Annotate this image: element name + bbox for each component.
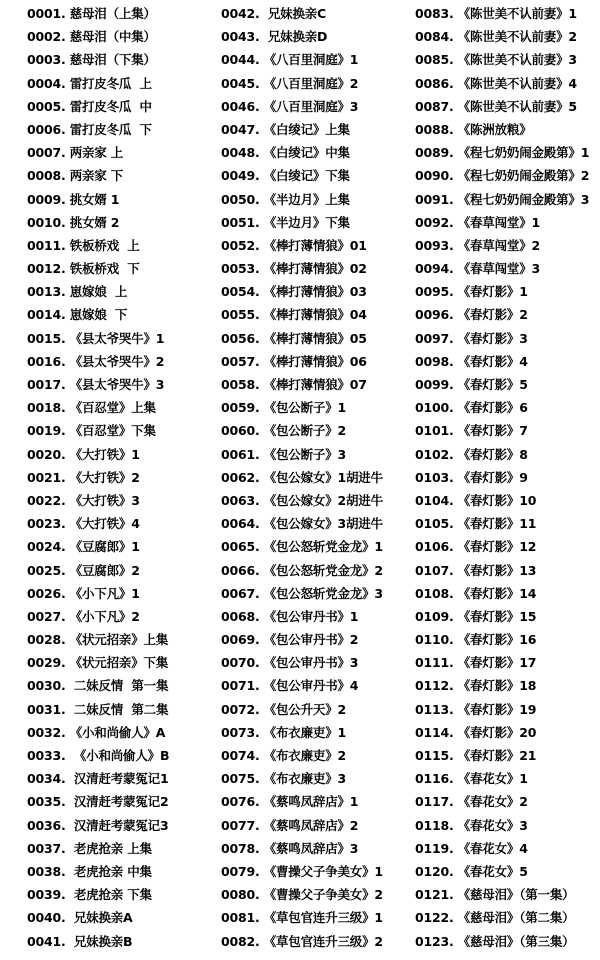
list-item: 0047. 《白绫记》上集 <box>221 121 350 137</box>
list-item: 0066. 《包公怒斩党金龙》2 <box>221 562 383 578</box>
list-item: 0118. 《春花女》3 <box>415 817 528 833</box>
list-item: 0018. 《百忍堂》上集 <box>27 400 156 416</box>
list-item: 0015. 《县太爷哭牛》1 <box>27 330 165 346</box>
list-item: 0099. 《春灯影》5 <box>415 377 528 392</box>
list-item: 0052. 《棒打薄情狼》01 <box>221 237 367 253</box>
list-item: 0058. 《棒打薄情狼》07 <box>221 377 367 392</box>
list-item: 0107. 《春灯影》13 <box>415 562 537 578</box>
list-item: 0086. 《陈世美不认前妻》4 <box>415 75 577 91</box>
list-item: 0036. 汉清赶考蒙冤记3 <box>27 817 169 833</box>
list-item: 0019. 《百忍堂》下集 <box>27 423 156 439</box>
list-item: 0059. 《包公断子》1 <box>221 400 346 416</box>
list-item: 0050. 《半边月》上集 <box>221 191 350 207</box>
list-item: 0004. 雷打皮冬瓜 上 <box>27 75 152 91</box>
list-item: 0062. 《包公嫁女》1胡进牛 <box>221 469 383 485</box>
list-item: 0117. 《春花女》2 <box>415 794 528 810</box>
list-item: 0074. 《布衣廉吏》2 <box>221 748 346 763</box>
list-item: 0031. 二妹反情 第二集 <box>27 701 169 717</box>
list-item: 0091. 《程七奶奶闹金殿第》3 <box>415 191 590 207</box>
list-item: 0067. 《包公怒斩党金龙》3 <box>221 585 383 601</box>
list-item: 0108. 《春灯影》14 <box>415 585 537 601</box>
list-item: 0030. 二妹反情 第一集 <box>27 678 169 694</box>
list-item: 0081. 《草包官连升三级》1 <box>221 910 383 926</box>
list-item: 0075. 《布衣廉吏》3 <box>221 771 346 787</box>
list-item: 0022. 《大打铁》3 <box>27 492 140 508</box>
list-item: 0094. 《春草闯堂》3 <box>415 261 540 277</box>
list-item: 0008. 两亲家 下 <box>27 168 124 184</box>
list-item: 0096. 《春灯影》2 <box>415 307 528 323</box>
list-item: 0045. 《八百里洞庭》2 <box>221 75 359 91</box>
list-item: 0115. 《春灯影》21 <box>415 748 537 763</box>
list-item: 0116. 《春花女》1 <box>415 771 528 787</box>
list-item: 0071. 《包公审丹书》4 <box>221 678 359 694</box>
list-item: 0069. 《包公审丹书》2 <box>221 632 359 648</box>
list-item: 0076. 《蔡鸣凤辞店》1 <box>221 794 359 810</box>
list-item: 0057. 《棒打薄情狼》06 <box>221 353 367 369</box>
list-item: 0123. 《慈母泪》（第三集） <box>415 933 575 949</box>
list-item: 0039. 老虎抢亲 下集 <box>27 887 152 903</box>
list-item: 0043. 兄妹换亲D <box>221 29 328 45</box>
list-item: 0110. 《春灯影》16 <box>415 632 537 648</box>
list-item: 0073. 《布衣廉吏》1 <box>221 724 346 740</box>
list-item: 0023. 《大打铁》4 <box>27 516 140 532</box>
list-item: 0077. 《蔡鸣凤辞店》2 <box>221 817 359 833</box>
list-item: 0006. 雷打皮冬瓜 下 <box>27 121 152 137</box>
list-item: 0029. 《状元招亲》下集 <box>27 655 169 671</box>
list-item: 0103. 《春灯影》9 <box>415 469 528 485</box>
list-item: 0002. 慈母泪（中集） <box>27 29 156 45</box>
list-item: 0033. 《小和尚偷人》B <box>27 748 170 763</box>
list-item: 0106. 《春灯影》12 <box>415 539 537 555</box>
list-item: 0065. 《包公怒斩党金龙》1 <box>221 539 383 555</box>
list-item: 0120. 《春花女》5 <box>415 863 528 879</box>
list-item: 0080. 《曹操父子争美女》2 <box>221 887 383 903</box>
list-item: 0040. 兄妹换亲A <box>27 910 133 926</box>
list-item: 0037. 老虎抢亲 上集 <box>27 840 152 856</box>
list-item: 0079. 《曹操父子争美女》1 <box>221 863 383 879</box>
list-item: 0032. 《小和尚偷人》A <box>27 724 166 740</box>
episode-column-2 <box>221 2 411 953</box>
list-item: 0041. 兄妹换亲B <box>27 933 133 949</box>
list-item: 0017. 《县太爷哭牛》3 <box>27 377 165 392</box>
list-item: 0097. 《春灯影》3 <box>415 330 528 346</box>
list-item: 0024. 《豆腐郎》1 <box>27 539 140 555</box>
episode-column-1 <box>27 2 217 953</box>
list-item: 0051. 《半边月》下集 <box>221 214 350 230</box>
list-item: 0053. 《棒打薄情狼》02 <box>221 261 367 277</box>
list-item: 0089. 《程七奶奶闹金殿第》1 <box>415 145 590 161</box>
list-item: 0112. 《春灯影》18 <box>415 678 537 694</box>
list-item: 0007. 两亲家 上 <box>27 145 124 161</box>
list-item: 0082. 《草包官连升三级》2 <box>221 933 383 949</box>
list-item: 0010. 挑女婿 2 <box>27 214 120 230</box>
list-item: 0048. 《白绫记》中集 <box>221 145 350 161</box>
list-item: 0020. 《大打铁》1 <box>27 446 140 462</box>
list-item: 0122. 《慈母泪》（第二集） <box>415 910 575 926</box>
list-item: 0046. 《八百里洞庭》3 <box>221 98 359 114</box>
list-item: 0114. 《春灯影》20 <box>415 724 537 740</box>
list-item: 0026. 《小下凡》1 <box>27 585 140 601</box>
list-item: 0102. 《春灯影》8 <box>415 446 528 462</box>
list-item: 0090. 《程七奶奶闹金殿第》2 <box>415 168 590 184</box>
list-item: 0013. 崽嫁娘 上 <box>27 284 128 300</box>
list-item: 0034. 汉清赶考蒙冤记1 <box>27 771 169 787</box>
list-item: 0001. 慈母泪（上集） <box>27 6 156 21</box>
list-item: 0083. 《陈世美不认前妻》1 <box>415 6 577 21</box>
list-item: 0009. 挑女婿 1 <box>27 191 120 207</box>
list-item: 0087. 《陈世美不认前妻》5 <box>415 98 577 114</box>
list-item: 0088. 《陈洲放粮》 <box>415 121 532 137</box>
list-item: 0028. 《状元招亲》上集 <box>27 632 169 648</box>
episode-column-3 <box>415 2 600 953</box>
list-item: 0060. 《包公断子》2 <box>221 423 346 439</box>
list-item: 0005. 雷打皮冬瓜 中 <box>27 98 152 114</box>
list-item: 0111. 《春灯影》17 <box>415 655 537 671</box>
list-item: 0014. 崽嫁娘 下 <box>27 307 128 323</box>
list-item: 0012. 铁板桥戏 下 <box>27 261 140 277</box>
list-item: 0056. 《棒打薄情狼》05 <box>221 330 367 346</box>
list-item: 0021. 《大打铁》2 <box>27 469 140 485</box>
list-item: 0085. 《陈世美不认前妻》3 <box>415 52 577 68</box>
list-item: 0055. 《棒打薄情狼》04 <box>221 307 367 323</box>
list-item: 0104. 《春灯影》10 <box>415 492 537 508</box>
list-item: 0011. 铁板桥戏 上 <box>27 237 140 253</box>
list-item: 0105. 《春灯影》11 <box>415 516 537 532</box>
list-item: 0070. 《包公审丹书》3 <box>221 655 359 671</box>
list-item: 0121. 《慈母泪》（第一集） <box>415 887 575 903</box>
list-item: 0003. 慈母泪（下集） <box>27 52 156 68</box>
list-item: 0092. 《春草闯堂》1 <box>415 214 540 230</box>
list-item: 0027. 《小下凡》2 <box>27 608 140 624</box>
list-item: 0016. 《县太爷哭牛》2 <box>27 353 165 369</box>
list-item: 0098. 《春灯影》4 <box>415 353 528 369</box>
list-item: 0093. 《春草闯堂》2 <box>415 237 540 253</box>
list-item: 0068. 《包公审丹书》1 <box>221 608 359 624</box>
list-item: 0035. 汉清赶考蒙冤记2 <box>27 794 169 810</box>
list-item: 0061. 《包公断子》3 <box>221 446 346 462</box>
list-item: 0042. 兄妹换亲C <box>221 6 327 21</box>
list-item: 0101. 《春灯影》7 <box>415 423 528 439</box>
list-item: 0078. 《蔡鸣凤辞店》3 <box>221 840 359 856</box>
list-item: 0044. 《八百里洞庭》1 <box>221 52 359 68</box>
list-item: 0063. 《包公嫁女》2胡进牛 <box>221 492 383 508</box>
list-item: 0095. 《春灯影》1 <box>415 284 528 300</box>
list-item: 0049. 《白绫记》下集 <box>221 168 350 184</box>
list-item: 0100. 《春灯影》6 <box>415 400 528 416</box>
list-item: 0064. 《包公嫁女》3胡进牛 <box>221 516 383 532</box>
list-item: 0072. 《包公升天》2 <box>221 701 346 717</box>
list-item: 0038. 老虎抢亲 中集 <box>27 863 152 879</box>
list-item: 0109. 《春灯影》15 <box>415 608 537 624</box>
list-item: 0113. 《春灯影》19 <box>415 701 537 717</box>
list-item: 0119. 《春花女》4 <box>415 840 528 856</box>
list-item: 0025. 《豆腐郎》2 <box>27 562 140 578</box>
list-item: 0084. 《陈世美不认前妻》2 <box>415 29 577 45</box>
list-item: 0054. 《棒打薄情狼》03 <box>221 284 367 300</box>
